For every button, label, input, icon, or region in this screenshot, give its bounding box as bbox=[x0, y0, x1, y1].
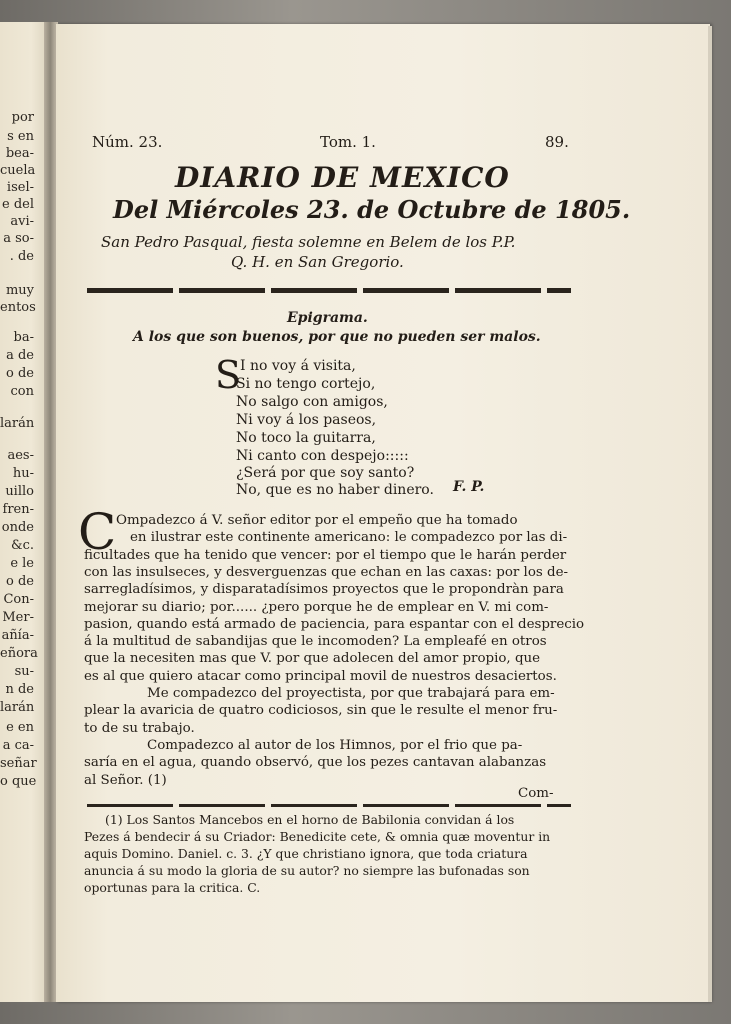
previous-page-text-fragment: hu- bbox=[12, 466, 34, 481]
previous-page-text-fragment: isel- bbox=[6, 180, 34, 195]
previous-page-text-fragment: e le bbox=[10, 556, 34, 571]
issue-number: Núm. 23. bbox=[92, 133, 163, 151]
previous-page-text-fragment: a so- bbox=[3, 231, 34, 246]
previous-page-text-fragment: &c. bbox=[11, 538, 34, 553]
page-edge bbox=[708, 26, 712, 1002]
section-divider bbox=[87, 288, 571, 293]
epigram-line: No toco la guitarra, bbox=[236, 430, 376, 446]
footnote-line: anuncia á su modo la gloria de su autor? no siempre las bufonadas son bbox=[84, 863, 530, 878]
footnote-line: Pezes á bendecir á su Criador: Benedicite cete, & omnia quæ moventur in bbox=[84, 829, 551, 844]
epigram-line: I no voy á visita, bbox=[240, 358, 356, 374]
previous-page-text-fragment: . de bbox=[9, 249, 34, 264]
article-line: á la multitud de sabandijas que le incomoden? La empleafé en otros bbox=[84, 634, 547, 650]
footnote-divider bbox=[87, 804, 571, 807]
previous-page-text-fragment: e en bbox=[6, 720, 34, 735]
footnote-line: aquis Domino. Daniel. c. 3. ¿Y que christiano ignora, que toda criatura bbox=[84, 846, 528, 861]
previous-page-text-fragment: e del bbox=[2, 197, 34, 212]
previous-page-text-fragment: o de bbox=[6, 366, 34, 381]
footnote-line: oportunas para la critica. C. bbox=[84, 880, 261, 895]
previous-page-text-fragment: bea- bbox=[5, 146, 34, 161]
epigram-line: Ni voy á los paseos, bbox=[236, 412, 377, 428]
previous-page-text-fragment: ba- bbox=[13, 330, 34, 345]
article-line: que la necesiten mas que V. por que adolecen del amor propio, que bbox=[84, 651, 541, 667]
previous-page-text-fragment: Mer- bbox=[2, 610, 34, 625]
article-line: plear la avaricia de quatro codiciosos, sin que le resulte el menor fru- bbox=[84, 703, 558, 719]
previous-page-text-fragment: larán bbox=[0, 416, 35, 431]
previous-page-text-fragment: por bbox=[11, 110, 34, 125]
footnote-line: (1) Los Santos Mancebos en el horno de Babilonia convidan á los bbox=[105, 812, 515, 827]
epigram-subheading: A los que son buenos, por que no pueden ser malos. bbox=[133, 329, 541, 345]
previous-page-text-fragment: su- bbox=[14, 664, 34, 679]
issue-date: Del Miércoles 23. de Octubre de 1805. bbox=[113, 195, 631, 224]
article-line: al Señor. (1) bbox=[84, 772, 167, 788]
previous-page-text-fragment: entos bbox=[0, 300, 36, 315]
epigram-line: No salgo con amigos, bbox=[236, 394, 388, 410]
epigram-signature: F. P. bbox=[453, 479, 485, 495]
previous-page-text-fragment: añía- bbox=[1, 628, 34, 643]
epigram-line: Si no tengo cortejo, bbox=[236, 376, 376, 392]
saint-day-line-2: Q. H. en San Gregorio. bbox=[231, 253, 404, 271]
previous-page-text-fragment: a de bbox=[6, 348, 34, 363]
previous-page-text-fragment: Con- bbox=[3, 592, 34, 607]
article-line: ficultades que ha tenido que vencer: por el tiempo que le harán perder bbox=[84, 547, 567, 563]
epigram-line: No, que es no haber dinero. bbox=[236, 482, 434, 498]
previous-page-text-fragment: muy bbox=[5, 283, 34, 298]
article-line: es al que quiero atacar como principal movil de nuestros desaciertos. bbox=[84, 668, 557, 684]
saint-day-line-1: San Pedro Pasqual, fiesta solemne en Belem de los P.P. bbox=[101, 233, 516, 251]
epigram-line: Ni canto con despejo::::: bbox=[236, 448, 409, 464]
article-line: Me compadezco del proyectista, por que trabajará para em- bbox=[147, 686, 555, 701]
previous-page-text-fragment: o de bbox=[6, 574, 34, 589]
article-line: saría en el agua, quando observó, que los pezes cantavan alabanzas bbox=[84, 755, 547, 771]
page-number: 89. bbox=[545, 133, 569, 151]
article-line: pasion, quando está armado de paciencia, para espantar con el desprecio bbox=[84, 616, 585, 632]
previous-page-text-fragment: con bbox=[10, 384, 34, 399]
article-line: Compadezco al autor de los Himnos, por el frio que pa- bbox=[147, 737, 523, 753]
previous-page-text-fragment: s en bbox=[7, 129, 34, 144]
previous-page-text-fragment: eñora bbox=[0, 646, 38, 661]
previous-page-text-fragment: a ca- bbox=[2, 738, 34, 753]
previous-page-text-fragment: uillo bbox=[5, 484, 34, 499]
tome-number: Tom. 1. bbox=[320, 133, 376, 151]
article-line: Ompadezco á V. señor editor por el empeño que ha tomado bbox=[116, 513, 518, 528]
previous-page-text-fragment: n de bbox=[5, 682, 34, 697]
previous-page-text-fragment: larán bbox=[0, 700, 35, 715]
previous-page-text-fragment: avi- bbox=[10, 214, 34, 229]
previous-page-text-fragment: onde bbox=[1, 520, 34, 535]
article-line: con las insulseces, y desverguenzas que echan en las caxas: por los de- bbox=[84, 564, 569, 580]
catchword: Com- bbox=[518, 786, 554, 801]
previous-page-text-fragment: o que bbox=[0, 774, 37, 789]
article-line: en ilustrar este continente americano: le compadezco por las di- bbox=[130, 530, 568, 546]
epigram-heading: Epigrama. bbox=[287, 310, 368, 326]
newspaper-title: DIARIO DE MEXICO bbox=[175, 161, 510, 194]
article-line: mejorar su diario; por...... ¿pero porque he de emplear en V. mi com- bbox=[84, 599, 549, 615]
epigram-drop-cap: S bbox=[215, 353, 242, 397]
previous-page-text-fragment: señar bbox=[0, 756, 37, 771]
article-drop-cap: C bbox=[78, 503, 117, 561]
previous-page-text-fragment: fren- bbox=[2, 502, 34, 517]
article-line: sarregladísimos, y disparatadísimos proyectos que le propondràn para bbox=[84, 582, 564, 598]
epigram-line: ¿Será por que soy santo? bbox=[236, 465, 415, 481]
previous-page-text-fragment: aes- bbox=[7, 448, 34, 463]
article-line: to de su trabajo. bbox=[84, 720, 195, 736]
previous-page-text-fragment: cuela bbox=[0, 163, 36, 178]
